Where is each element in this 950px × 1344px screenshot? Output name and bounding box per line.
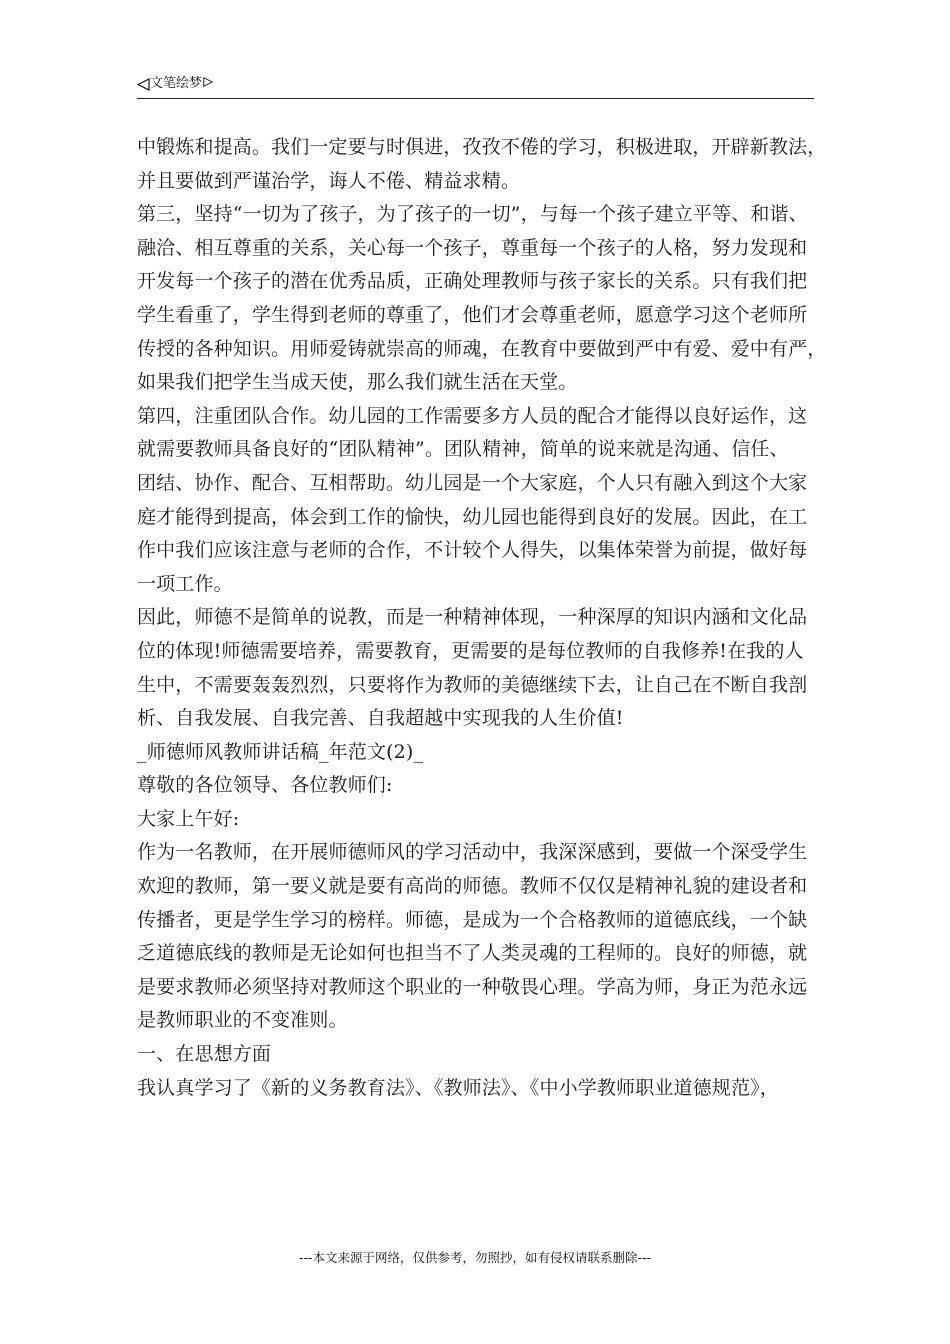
text-line: _师德师风教师讲话稿_年范文(2)_ [137,740,424,763]
text-line: 并且要做到严谨治学，诲人不倦、精益求精。 [137,169,521,192]
text-line: 是要求教师必须坚持对教师这个职业的一种敬畏心理。学高为师，身正为范永远 [137,975,808,998]
text-line: 庭才能得到提高，体会到工作的愉快，幼儿园也能得到良好的发展。因此，在工 [137,505,808,528]
page-header [137,76,814,99]
text-line: 融洽、相互尊重的关系，关心每一个孩子，尊重每一个孩子的人格，努力发现和 [137,236,808,259]
text-line: 作为一名教师，在开展师德师风的学习活动中，我深深感到，要做一个深受学生 [137,841,808,864]
text-line: 开发每一个孩子的潜在优秀品质，正确处理教师与孩子家长的关系。只有我们把 [137,270,808,293]
brand-logo [137,76,213,92]
text-line: 生中，不需要轰轰烈烈，只要将作为教师的美德继续下去，让自己在不断自我剖 [137,673,808,696]
footer-disclaimer: ---本文来源于网络，仅供参考，勿照抄，如有侵权请联系删除--- [298,1250,652,1265]
text-line: 因此，师德不是简单的说教，而是一种精神体现，一种深厚的知识内涵和文化品 [137,606,808,629]
text-line: 一项工作。 [137,572,233,595]
text-line: 位的体现!师德需要培养，需要教育，更需要的是每位教师的自我修养!在我的人 [137,639,804,662]
text-line: 团结、协作、配合、互相帮助。幼儿园是一个大家庭，个人只有融入到这个大家 [137,471,808,494]
text-line: 作中我们应该注意与老师的合作，不计较个人得失，以集体荣誉为前提，做好每 [137,539,808,562]
text-line: 传播者，更是学生学习的榜样。师德，是成为一个合格教师的道德底线，一个缺 [137,908,808,931]
text-line: 如果我们把学生当成天使，那么我们就生活在天堂。 [137,371,578,394]
text-line: 大家上午好: [137,807,240,830]
text-line: 传授的各种知识。用师爱铸就崇高的师魂，在教育中要做到严中有爱、爱中有严， [137,337,827,360]
text-line: 是教师职业的不变准则。 [137,1009,348,1032]
right-triangle-icon [203,77,213,87]
text-line: 析、自我发展、自我完善、自我超越中实现我的人生价值! [137,707,624,730]
document-body [137,131,827,1105]
text-line: 我认真学习了《新的义务教育法》、《教师法》、《中小学教师职业道德规范》， [137,1076,779,1099]
text-line: 第四，注重团队合作。幼儿园的工作需要多方人员的配合才能得以良好运作，这 [137,404,808,427]
left-triangle-icon [137,78,150,91]
text-line: 尊敬的各位领导、各位教师们: [137,774,393,797]
text-line: 第三，坚持“一切为了孩子，为了孩子的一切”，与每一个孩子建立平等、和谐、 [137,203,808,226]
text-line: 一、在思想方面 [137,1043,272,1066]
text-line: 中锻炼和提高。我们一定要与时俱进，孜孜不倦的学习，积极进取，开辟新教法， [137,136,827,158]
text-line: 欢迎的教师，第一要义就是要有高尚的师德。教师不仅仅是精神礼貌的建设者和 [137,875,808,898]
text-line: 就需要教师具备良好的“团队精神”。团队精神，简单的说来就是沟通、信任、 [137,438,789,461]
text-line: 学生看重了，学生得到老师的尊重了，他们才会尊重老师，愿意学习这个老师所 [137,303,808,326]
text-line: 乏道德底线的教师是无论如何也担当不了人类灵魂的工程师的。良好的师德，就 [137,942,808,965]
brand-name: 文笔绘梦 [150,76,203,91]
